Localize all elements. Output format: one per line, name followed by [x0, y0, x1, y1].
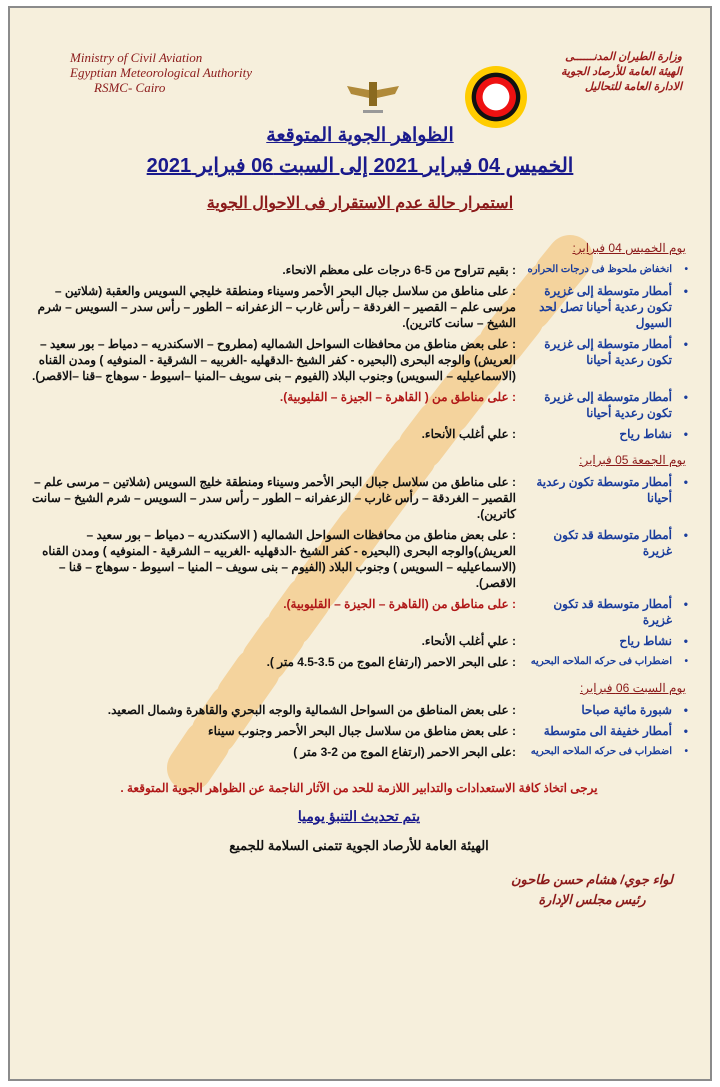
phenomenon-description: : على مناطق من سلاسل جبال البحر الأحمر وسيناء ومنطقة خليجي السويس والعقبة (شلاتين – مرسى علم – القصير – الغردقة – رأس غارب – الزعفرانه – الطور – رأس سدر – السويس – شرم الشيخ – سانت كاترين). — [37, 284, 516, 330]
forecast-item — [26, 633, 692, 649]
phenomenon-label: • شبورة مائية صباحا — [516, 702, 692, 718]
day-heading: يوم السبت 06 فبراير: — [579, 681, 686, 695]
phenomenon-label: • أمطار متوسطة إلى غزيرة تكون رعدية أحيانا — [516, 336, 692, 384]
phenomenon-description: : على مناطق من (القاهرة – الجيزة – القليوبية). — [283, 597, 516, 611]
forecast-item — [26, 702, 692, 718]
phenomenon-label: • أمطار متوسطة تكون رعدية أحيانا — [516, 474, 692, 522]
aviation-eagle-logo — [345, 78, 401, 118]
signer-name: لواء جوي/ هشام حسن طاحون — [511, 872, 673, 887]
update-text: يتم تحديث التنبؤ يوميا — [297, 808, 421, 824]
forecast-item — [26, 336, 692, 384]
forecast-item — [26, 723, 692, 739]
phenomenon-description: :على البحر الاحمر (ارتفاع الموج من 2-3 متر ) — [293, 745, 516, 759]
phenomenon-description: : علي أغلب الأنحاء. — [421, 427, 516, 441]
forecast-item — [26, 474, 692, 522]
forecast-item — [26, 654, 692, 670]
rsmc-en: RSMC- Cairo — [94, 80, 166, 95]
signature-block — [26, 870, 692, 910]
phenomenon-label: • انخفاض ملحوظ فى درجات الحراره — [516, 262, 692, 278]
phenomenon-description: : علي أغلب الأنحاء. — [421, 634, 516, 648]
wish-text: الهيئة العامة للأرصاد الجوية تتمنى السلامة للجميع — [229, 838, 489, 853]
phenomenon-description: : على بعض مناطق من محافظات السواحل الشماليه (مطروح – الاسكندريه – دمياط – بور سعيد –العريش) والوجه البحرى (البحيره - كفر الشيخ -الدقهليه -الغربيه – الشرقية - المنوفيه ) ومدن القناه (الاسماعيليه – السويس) وجنوب البلاد (الفيوم – بنى سويف –المنيا –اسيوط - سوهاج –قنا –الاقصر). — [31, 337, 516, 383]
subtitle: استمرار حالة عدم الاستقرار فى الاحوال الجوية — [206, 195, 514, 212]
authority-en: Egyptian Meteorological Authority — [70, 65, 252, 80]
ema-logo — [465, 66, 527, 128]
forecast-item — [26, 389, 692, 421]
authority-ar: الهيئة العامة للأرصاد الجوية — [560, 66, 682, 78]
phenomenon-label: • أمطار متوسطة إلى غزيرة تكون رعدية أحيانا — [516, 389, 692, 421]
warning-text: يرجى اتخاذ كافة الاستعدادات والتدابير اللازمة للحد من الآثار الناجمة عن الظواهر الجوية المتوقعة . — [120, 781, 598, 795]
phenomenon-description: : على مناطق من ( القاهرة – الجيزة – القليوبية). — [279, 390, 516, 404]
phenomenon-label: • أمطار متوسطة قد تكون غزيرة — [516, 527, 692, 591]
header-english — [70, 50, 252, 95]
signer-title: رئيس مجلس الإدارة — [538, 892, 646, 907]
phenomenon-label: • اضطراب فى حركه الملاحه البحريه — [516, 744, 692, 760]
forecast-item — [26, 283, 692, 331]
phenomenon-label: • أمطار متوسطة إلى غزيرة تكون رعدية أحيانا تصل لحد السيول — [516, 283, 692, 331]
header-arabic — [561, 50, 682, 95]
phenomenon-label: • نشاط رياح — [516, 426, 692, 442]
forecast-item — [26, 744, 692, 760]
phenomenon-label: • أمطار متوسطة قد تكون غزيرة — [516, 596, 692, 628]
page-title: الظواهر الجوية المتوقعة — [266, 125, 454, 146]
forecast-item — [26, 262, 692, 278]
phenomenon-description: : على البحر الاحمر (ارتفاع الموج من 3.5-4.5 متر ). — [266, 655, 516, 669]
ministry-en: Ministry of Civil Aviation — [70, 50, 203, 65]
phenomenon-description: : على بعض المناطق من السواحل الشمالية والوجه البحري والقاهرة وشمال الصعيد. — [107, 703, 516, 717]
phenomenon-label: • نشاط رياح — [516, 633, 692, 649]
date-range: الخميس 04 فبراير 2021 إلى السبت 06 فبراير 2021 — [146, 155, 574, 177]
forecast-item — [26, 527, 692, 591]
bulletin-page — [8, 6, 712, 1081]
phenomenon-description: : على مناطق من سلاسل جبال البحر الأحمر وسيناء ومنطقة خليج السويس (شلاتين – مرسى علم – القصير – الغردقة – رأس غارب – الزعفرانه – الطور – رأس سدر – السويس – شرم الشيخ – سانت كاترين). — [31, 475, 516, 521]
phenomenon-label: • اضطراب فى حركه الملاحه البحريه — [516, 654, 692, 670]
phenomenon-label: • أمطار خفيفة الى متوسطة — [516, 723, 692, 739]
day-heading: يوم الجمعة 05 فبراير: — [579, 453, 686, 467]
ministry-ar: وزارة الطيران المدنــــــى — [565, 51, 682, 63]
forecast-item — [26, 596, 692, 628]
day-heading: يوم الخميس 04 فبراير: — [572, 241, 686, 255]
phenomenon-description: : على بعض مناطق من محافظات السواحل الشماليه ( الاسكندريه – دمياط – بور سعيد –العريش)والوجه البحرى (البحيره - كفر الشيخ -الدقهليه -الغربيه – الشرقية - المنوفيه ) ومدن القناه (الاسماعيليه – السويس ) وجنوب البلاد (الفيوم – بنى سويف – المنيا – اسيوط - سوهاج – قنا – الاقصر). — [42, 528, 516, 590]
department-ar: الادارة العامة للتحاليل — [584, 81, 682, 93]
forecast-item — [26, 426, 692, 442]
phenomenon-description: : بقيم تتراوح من 5-6 درجات على معظم الانحاء. — [282, 263, 516, 277]
phenomenon-description: : على بعض مناطق من سلاسل جبال البحر الأحمر وجنوب سيناء — [208, 724, 516, 738]
